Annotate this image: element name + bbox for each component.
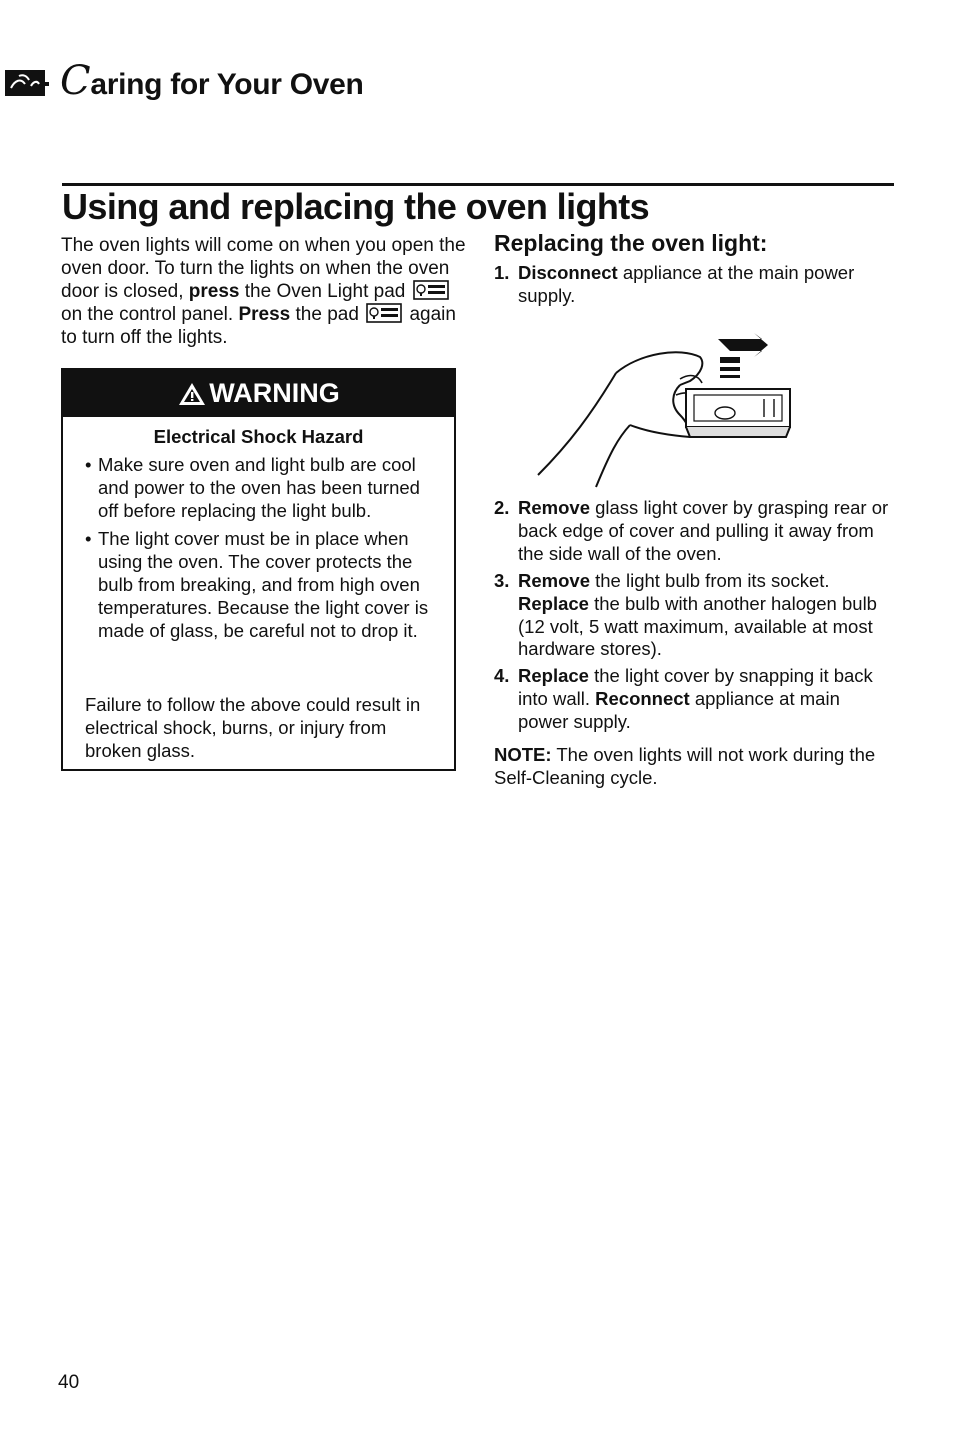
warning-triangle-icon [177,381,207,407]
oven-section-icon [5,66,50,100]
oven-light-pad-icon [366,303,402,323]
warning-header: WARNING [63,370,454,417]
step-2: 2. Remove glass light cover by grasping rear or back edge of cover and pulling it away from the side wall of the oven. [494,497,889,564]
section-title: Caring for Your Oven [60,58,364,104]
hazard-title: Electrical Shock Hazard [153,426,364,447]
list-item: • Make sure oven and light bulb are cool and power to the oven has been turned off before replacing the light bulb. [85,454,420,521]
hand-removing-light-cover-illustration [530,333,800,491]
replacing-title: Replacing the oven light: [494,230,768,256]
warning-bullets [85,454,435,648]
list-item: • The light cover must be in place when using the oven. The cover protects the bulb from breaking, and from high oven temperatures. Because the light cover is made of glass, be careful not to drop it. [85,528,429,641]
step-3: 3. Remove the light bulb from its socket. Replace the bulb with another halogen bulb (12 volt, 5 watt maximum, available at most hardware stores). [494,570,877,660]
note: NOTE: The oven lights will not work during the Self-Cleaning cycle. [494,744,876,788]
intro-paragraph: The oven lights will come on when you open the oven door. To turn the lights on when the oven door is closed, press the Oven Light pad on the control panel. Press the pad again to turn off the lights. [61,235,466,348]
step-1: 1. Disconnect appliance at the main power supply. [494,262,855,306]
warning-failure-text: Failure to follow the above could result in electrical shock, burns, or injury from broken glass. [85,694,421,761]
page-number: 40 [58,1372,80,1393]
warning-box [61,368,456,771]
page-title: Using and replacing the oven lights [62,186,650,227]
oven-light-pad-icon [413,280,449,300]
step-4: 4. Replace the light cover by snapping it back into wall. Reconnect appliance at main power supply. [494,665,873,732]
